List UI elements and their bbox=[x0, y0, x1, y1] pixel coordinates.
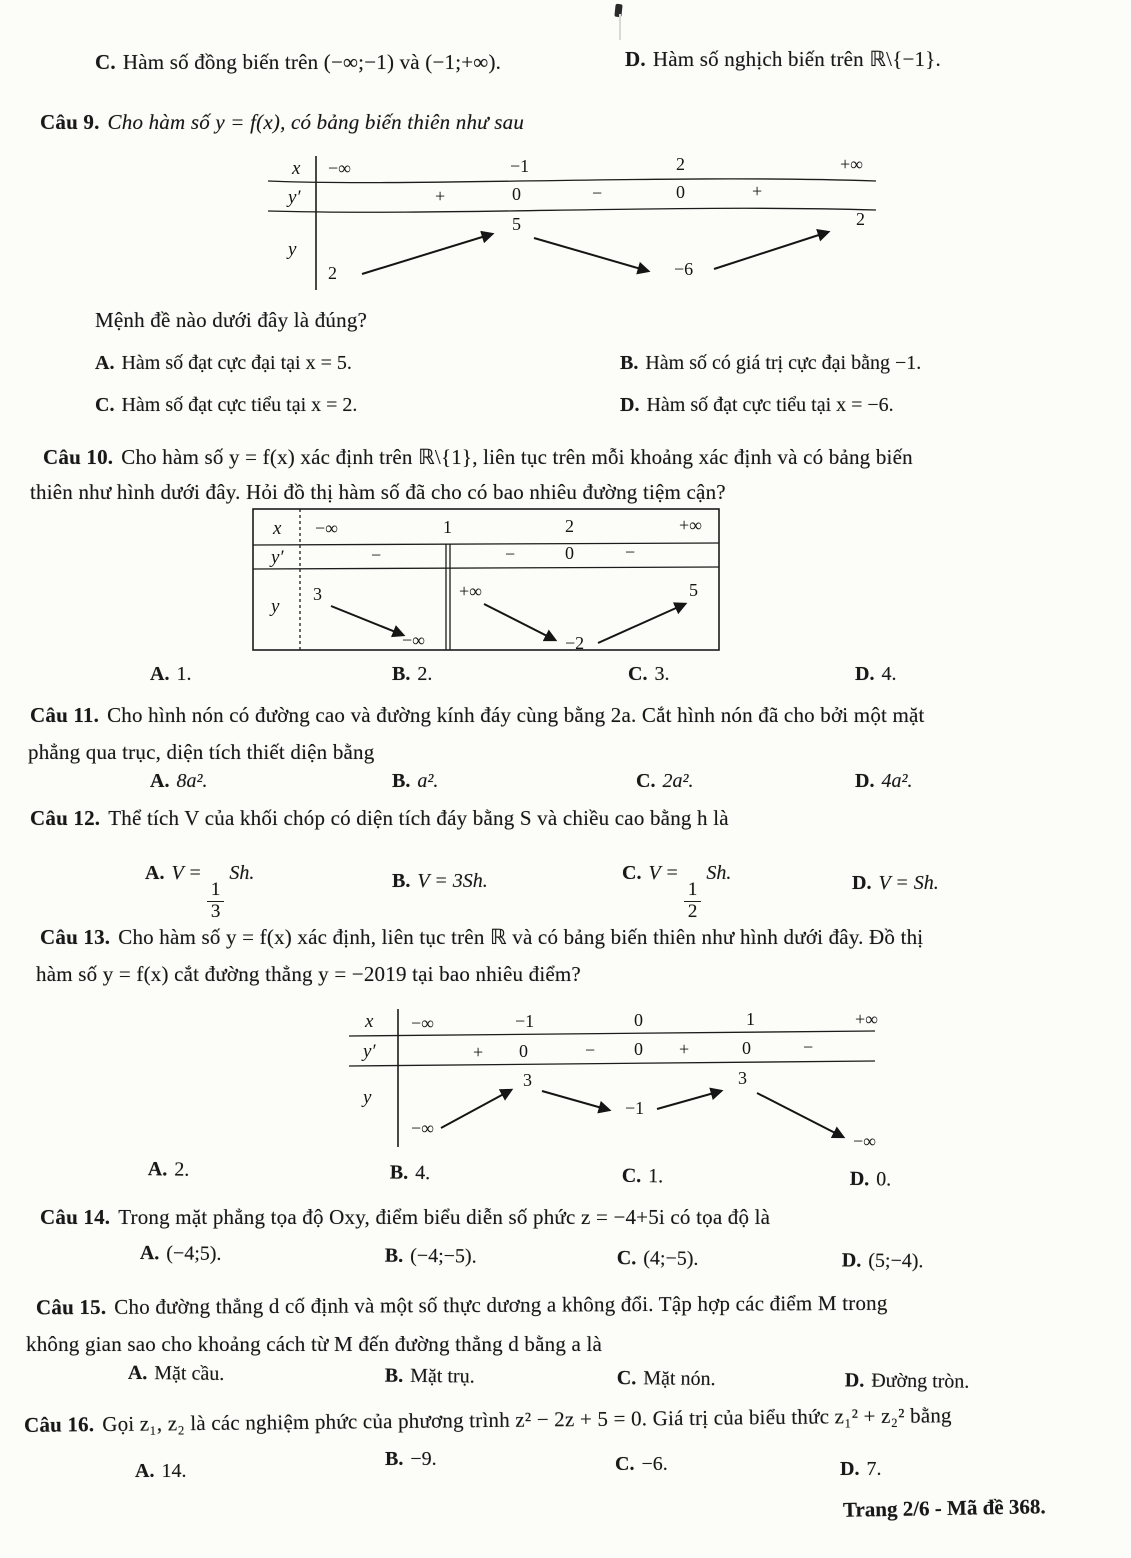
table-rule bbox=[253, 543, 719, 545]
option-label: C. bbox=[622, 862, 642, 884]
y-limit-right: −∞ bbox=[853, 1131, 876, 1151]
q11-option-a bbox=[150, 770, 207, 793]
fraction bbox=[207, 880, 225, 922]
fraction-numerator: 1 bbox=[207, 880, 225, 902]
yprime-sign: + bbox=[679, 1039, 690, 1059]
option-text: 2. bbox=[174, 1158, 190, 1181]
option-label: A. bbox=[95, 352, 115, 374]
trend-arrow-down bbox=[534, 238, 648, 271]
option-text: −9. bbox=[410, 1448, 437, 1470]
option-label: B. bbox=[385, 1448, 404, 1470]
option-text: V = Sh. bbox=[878, 872, 939, 894]
x-value: 0 bbox=[634, 1010, 643, 1030]
option-label: C. bbox=[615, 1453, 635, 1475]
option-formula-post: Sh. bbox=[229, 862, 255, 884]
q13-option-c bbox=[622, 1165, 664, 1189]
option-label: C. bbox=[621, 1164, 642, 1187]
q15-options-row bbox=[0, 1361, 1131, 1407]
q9-option-b bbox=[620, 352, 921, 375]
q11-options-row bbox=[0, 770, 1131, 804]
row-label-y: y bbox=[363, 1087, 372, 1108]
option-text: Hàm số đồng biến trên (−∞;−1) và (−1;+∞). bbox=[122, 50, 502, 74]
q9-options-row-1 bbox=[0, 352, 1131, 386]
q9-prompt: Mệnh đề nào dưới đây là đúng? bbox=[95, 308, 368, 332]
option-text: Mặt cầu. bbox=[154, 1362, 225, 1385]
x-value: +∞ bbox=[679, 515, 702, 535]
row-label-yprime: y′ bbox=[271, 547, 284, 568]
table-rule bbox=[253, 567, 719, 569]
x-value: 2 bbox=[565, 516, 574, 536]
y-local-min: −2 bbox=[565, 633, 585, 653]
option-text: 7. bbox=[866, 1458, 882, 1480]
page-footer: Trang 2/6 - Mã đề 368. bbox=[842, 1494, 1046, 1522]
q14-options-row bbox=[0, 1241, 1131, 1287]
option-label: B. bbox=[384, 1364, 404, 1387]
table-rule bbox=[268, 208, 876, 212]
trend-arrow-up bbox=[657, 1091, 721, 1109]
question-text: Cho hàm số y = f(x) xác định, liên tục trên ℝ và có bảng biến thiên như hình dưới đây. Đồ thị bbox=[118, 925, 924, 949]
question-text: Cho đường thẳng d cố định và một số thực dương a không đổi. Tập hợp các điểm M trong bbox=[114, 1290, 888, 1319]
q9-statement bbox=[40, 110, 524, 135]
option-label: D. bbox=[625, 47, 646, 71]
option-text: 3. bbox=[654, 663, 670, 685]
y-limit-left: −∞ bbox=[411, 1118, 434, 1138]
option-text: (−4;−5). bbox=[410, 1244, 477, 1268]
table-rule bbox=[349, 1061, 875, 1066]
table-rule bbox=[268, 179, 876, 183]
q15-statement-line1 bbox=[36, 1291, 888, 1320]
option-text: 1. bbox=[176, 663, 192, 685]
option-label: C. bbox=[95, 394, 115, 416]
yprime-sign: + bbox=[752, 181, 763, 201]
option-label: A. bbox=[139, 1242, 160, 1265]
option-formula-post: Sh. bbox=[706, 862, 732, 884]
trend-arrow-down bbox=[542, 1091, 609, 1110]
carryover-option-c bbox=[95, 50, 501, 75]
q11-option-b bbox=[392, 770, 438, 793]
option-text: Hàm số đạt cực tiểu tại x = −6. bbox=[646, 394, 894, 416]
q12-option-c bbox=[622, 862, 731, 922]
trend-arrow-down bbox=[331, 606, 403, 635]
yprime-sign: 0 bbox=[742, 1038, 751, 1058]
question-text: Cho hàm số y = f(x), có bảng biến thiên như sau bbox=[107, 110, 525, 134]
q10-statement-line1 bbox=[43, 445, 913, 470]
q9-options-row-2 bbox=[0, 394, 1131, 428]
option-label: D. bbox=[840, 1458, 860, 1480]
option-label: D. bbox=[855, 770, 875, 792]
row-label-yprime: y′ bbox=[363, 1041, 376, 1062]
q15-statement-line2: không gian sao cho khoảng cách từ M đến đường thẳng d bằng a là bbox=[26, 1332, 603, 1356]
option-text: Hàm số đạt cực tiểu tại x = 2. bbox=[121, 394, 358, 416]
q15-option-d bbox=[845, 1369, 970, 1393]
trend-arrow-down bbox=[484, 604, 555, 640]
yprime-sign: − bbox=[505, 544, 516, 564]
y-local-min: −6 bbox=[674, 259, 694, 279]
q13-statement-line2: hàm số y = f(x) cắt đường thẳng y = −2019 tại bao nhiêu điểm? bbox=[36, 962, 581, 986]
q16-option-b bbox=[385, 1448, 437, 1471]
q10-option-a bbox=[150, 663, 191, 686]
question-text: Gọi z₁, z₂ là các nghiệm phức của phương trình z² − 2z + 5 = 0. Giá trị của biểu thức z₁² + z₂² bằng bbox=[102, 1403, 952, 1437]
question-number: Câu 9. bbox=[40, 110, 100, 134]
option-formula-pre: V = bbox=[171, 862, 202, 884]
q14-statement bbox=[40, 1205, 770, 1230]
row-label-x: x bbox=[365, 1011, 374, 1032]
x-value: −∞ bbox=[328, 158, 351, 178]
x-value: −∞ bbox=[315, 518, 338, 538]
q16-option-d bbox=[840, 1458, 881, 1481]
yprime-sign: − bbox=[803, 1037, 814, 1057]
option-text: Hàm số nghịch biến trên ℝ\{−1}. bbox=[652, 47, 941, 71]
yprime-sign: 0 bbox=[676, 182, 685, 202]
y-local-max: 5 bbox=[512, 214, 521, 234]
q10-statement-line2: thiên như hình dưới đây. Hỏi đồ thị hàm số đã cho có bao nhiêu đường tiệm cận? bbox=[30, 480, 726, 504]
trend-arrow-up bbox=[441, 1090, 511, 1128]
option-label: A. bbox=[135, 1460, 155, 1482]
q10-option-d bbox=[855, 663, 896, 686]
option-label: D. bbox=[844, 1369, 865, 1392]
question-number: Câu 10. bbox=[43, 445, 114, 469]
option-text: (−4;5). bbox=[166, 1242, 222, 1265]
option-label: C. bbox=[616, 1366, 637, 1390]
q11-statement-line1 bbox=[30, 703, 925, 728]
q12-option-d bbox=[852, 872, 939, 895]
row-label-y: y bbox=[288, 239, 297, 260]
y-local-max: 3 bbox=[738, 1068, 747, 1088]
x-value: 2 bbox=[676, 154, 685, 174]
question-number: Câu 13. bbox=[40, 925, 111, 949]
trend-arrow-up bbox=[362, 234, 492, 274]
q16-options-row bbox=[0, 1448, 1131, 1482]
option-label: D. bbox=[849, 1167, 870, 1191]
y-limit-right: 5 bbox=[689, 580, 698, 600]
option-text: −6. bbox=[641, 1453, 668, 1475]
y-limit-right: 2 bbox=[856, 209, 865, 229]
option-text: 2. bbox=[417, 663, 433, 685]
option-text: 2a². bbox=[662, 770, 694, 792]
option-formula-pre: V = bbox=[648, 862, 679, 884]
q12-option-b bbox=[392, 870, 488, 893]
q11-option-c bbox=[636, 770, 693, 793]
option-text: a². bbox=[417, 770, 439, 792]
q15-option-c bbox=[617, 1367, 716, 1391]
x-value: +∞ bbox=[855, 1009, 878, 1029]
q13-option-b bbox=[390, 1161, 431, 1185]
option-label: C. bbox=[95, 50, 116, 74]
option-label: D. bbox=[852, 872, 872, 894]
yprime-sign: 0 bbox=[519, 1041, 528, 1061]
option-text: (4;−5). bbox=[643, 1247, 699, 1270]
row-label-x: x bbox=[292, 158, 301, 179]
q12-options-row bbox=[0, 848, 1131, 922]
option-text: Hàm số đạt cực đại tại x = 5. bbox=[121, 352, 352, 374]
q16-option-a bbox=[135, 1460, 186, 1483]
q10-options-row bbox=[0, 663, 1131, 697]
q14-option-c bbox=[617, 1247, 699, 1271]
option-text: (5;−4). bbox=[868, 1249, 924, 1273]
q9-option-a bbox=[95, 352, 352, 375]
yprime-sign: − bbox=[371, 545, 382, 565]
row-label-x: x bbox=[273, 518, 282, 539]
q12-option-a bbox=[145, 862, 254, 922]
trend-arrow-up bbox=[598, 604, 685, 643]
x-value: 1 bbox=[443, 517, 452, 537]
q13-option-d bbox=[850, 1168, 892, 1192]
option-text: 8a². bbox=[176, 770, 208, 792]
fraction-numerator: 1 bbox=[684, 880, 702, 902]
q11-statement-line2: phẳng qua trục, diện tích thiết diện bằng bbox=[28, 740, 375, 764]
yprime-sign: − bbox=[625, 542, 636, 562]
option-text: Hàm số có giá trị cực đại bằng −1. bbox=[645, 352, 922, 374]
x-value: −1 bbox=[515, 1011, 535, 1031]
option-label: D. bbox=[855, 663, 875, 685]
option-text: 0. bbox=[876, 1168, 892, 1191]
question-number: Câu 15. bbox=[35, 1294, 107, 1320]
option-label: A. bbox=[150, 663, 170, 685]
scan-artifact-line bbox=[619, 14, 621, 40]
x-value: 1 bbox=[746, 1009, 755, 1029]
y-local-max: 3 bbox=[523, 1070, 532, 1090]
q12-statement bbox=[30, 806, 729, 831]
y-limit-left: 3 bbox=[313, 584, 322, 604]
option-label: B. bbox=[620, 352, 639, 374]
fraction bbox=[684, 880, 702, 922]
yprime-sign: − bbox=[592, 183, 603, 203]
q14-option-a bbox=[140, 1242, 222, 1266]
trend-arrow-up bbox=[714, 232, 828, 269]
option-text: 4a². bbox=[881, 770, 913, 792]
question-number: Câu 11. bbox=[30, 703, 100, 727]
q15-option-a bbox=[128, 1362, 225, 1386]
option-label: D. bbox=[841, 1249, 862, 1272]
question-number: Câu 16. bbox=[23, 1412, 95, 1437]
q11-option-d bbox=[855, 770, 912, 793]
carryover-option-d bbox=[625, 47, 941, 72]
yprime-sign: − bbox=[585, 1040, 596, 1060]
question-text: Cho hàm số y = f(x) xác định trên ℝ\{1}, liên tục trên mỗi khoảng xác định và có bảng biến bbox=[121, 445, 913, 469]
option-label: B. bbox=[392, 663, 411, 685]
y-limit-from-plus-inf: +∞ bbox=[459, 581, 482, 601]
option-text: Mặt nón. bbox=[643, 1367, 716, 1391]
yprime-sign: 0 bbox=[512, 184, 521, 204]
x-value: −∞ bbox=[411, 1013, 434, 1033]
x-value: −1 bbox=[510, 156, 530, 176]
q13-variation-table bbox=[345, 1003, 891, 1151]
option-text: Đường tròn. bbox=[871, 1369, 970, 1393]
yprime-sign: 0 bbox=[565, 543, 574, 563]
q16-option-c bbox=[615, 1453, 668, 1476]
option-label: C. bbox=[628, 663, 648, 685]
q14-option-d bbox=[842, 1249, 924, 1273]
trend-arrow-down bbox=[757, 1093, 843, 1137]
yprime-sign: 0 bbox=[634, 1039, 643, 1059]
option-label: A. bbox=[147, 1158, 168, 1181]
option-label: B. bbox=[392, 770, 411, 792]
option-label: C. bbox=[616, 1246, 637, 1270]
option-text: V = 3Sh. bbox=[417, 870, 488, 892]
row-label-y: y bbox=[271, 596, 280, 617]
q14-option-b bbox=[385, 1245, 477, 1269]
option-label: A. bbox=[127, 1361, 148, 1385]
fraction-denominator: 2 bbox=[687, 900, 698, 922]
question-text: Cho hình nón có đường cao và đường kính đáy cùng bằng 2a. Cắt hình nón đã cho bởi một mặt bbox=[107, 703, 925, 727]
option-label: A. bbox=[150, 770, 170, 792]
y-local-min: −1 bbox=[625, 1098, 645, 1118]
yprime-sign: + bbox=[435, 186, 446, 206]
q13-option-a bbox=[148, 1158, 190, 1182]
q16-statement bbox=[24, 1403, 952, 1438]
option-text: 4. bbox=[415, 1161, 431, 1185]
option-label: B. bbox=[384, 1244, 404, 1267]
q9-option-c bbox=[95, 394, 357, 417]
q13-options-row bbox=[0, 1156, 1131, 1206]
row-label-yprime: y′ bbox=[288, 187, 301, 208]
question-text: Trong mặt phẳng tọa độ Oxy, điểm biểu diễn số phức z = −4+5i có tọa độ là bbox=[118, 1205, 771, 1229]
q9-variation-table bbox=[250, 150, 890, 296]
option-label: B. bbox=[389, 1161, 409, 1184]
option-label: B. bbox=[392, 870, 411, 892]
q10-variation-table bbox=[247, 507, 723, 655]
q10-option-b bbox=[392, 663, 432, 686]
question-text: Thể tích V của khối chóp có diện tích đáy bằng S và chiều cao bằng h là bbox=[108, 806, 729, 830]
question-number: Câu 12. bbox=[30, 806, 101, 830]
y-limit-to-minus-inf: −∞ bbox=[402, 630, 425, 650]
yprime-sign: + bbox=[473, 1042, 484, 1062]
q15-option-b bbox=[385, 1365, 475, 1389]
q13-statement-line1 bbox=[40, 925, 923, 950]
option-text: 14. bbox=[161, 1460, 187, 1482]
option-label: D. bbox=[620, 394, 640, 416]
q10-option-c bbox=[628, 663, 669, 686]
q9-option-d bbox=[620, 394, 894, 417]
y-limit-left: 2 bbox=[328, 263, 337, 283]
option-label: A. bbox=[145, 862, 165, 884]
fraction-denominator: 3 bbox=[210, 900, 221, 922]
x-value: +∞ bbox=[840, 154, 863, 174]
option-text: Mặt trụ. bbox=[410, 1364, 475, 1388]
option-label: C. bbox=[636, 770, 656, 792]
option-text: 1. bbox=[648, 1165, 664, 1188]
option-text: 4. bbox=[881, 663, 897, 685]
question-number: Câu 14. bbox=[40, 1205, 111, 1229]
